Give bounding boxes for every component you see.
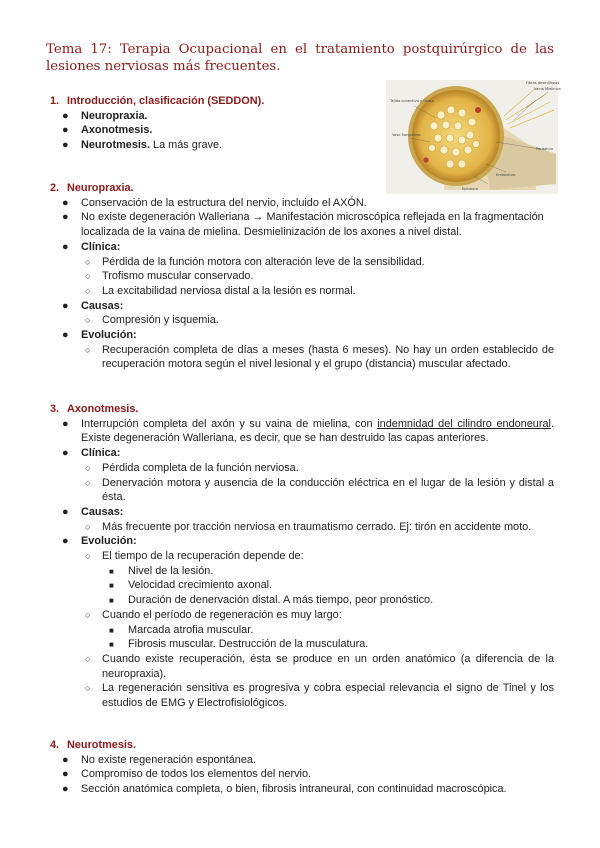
label-epineuro: Epineuro (462, 187, 478, 191)
page-title: Tema 17: Terapia Ocupacional en el tratamiento postquirúrgico de las lesiones nerviosas más frecuentes. (46, 42, 554, 74)
list-item: ○ Cuando existe recuperación, ésta se produce en un orden anatómico (a diferencia de la neuropraxia). (85, 652, 554, 680)
label-fibras: Fibras desmilíneas (526, 81, 560, 85)
list-item: ● Axonotmesis. (62, 124, 153, 137)
label-endoneuro: Endoneuro (496, 173, 516, 177)
list-item: ○ Trofismo muscular conservado. (85, 270, 254, 283)
section-neuropraxia (50, 181, 554, 372)
list-item: ○ Más frecuente por tracción nerviosa en traumatismo cerrado. Ej: tirón en accidente moto. (85, 520, 532, 533)
list-item: ● Conservación de la estructura del nervio, incluido el AXÓN. (62, 196, 367, 209)
list-item: ■ Marcada atrofia muscular. (109, 623, 254, 636)
section-axonotmesis (50, 402, 554, 711)
list-item: ● No existe degeneración Walleriana → Manifestación microscópica reflejada en la fragmentación localizada de la vaina de mielina. Desmielinización de los axones a nivel distal. (62, 211, 544, 239)
list-item: ● Neuropraxia. (62, 109, 148, 122)
list-item: ● Clínica: (62, 447, 121, 460)
list-item: ○ Compresión y isquemia. (85, 314, 219, 327)
list-item: ○ La excitabilidad nerviosa distal a la lesión es normal. (85, 284, 356, 297)
list-item: ○ Denervación motora y ausencia de la conducción eléctrica en el lugar de la lesión y distal a ésta. (85, 476, 554, 504)
list-item: ■ Duración de denervación distal. A más tiempo, peor pronóstico. (109, 594, 434, 607)
section-heading: 4. Neurotmesis. (50, 739, 136, 751)
list-item: ● Clínica: (62, 240, 121, 253)
list-item: ■ Nivel de la lesión. (109, 564, 214, 577)
list-item: ● Evolución: (62, 329, 137, 342)
list-item: ● Compromiso de todos los elementos del nervio. (62, 768, 312, 781)
list-item: ● Neurotmesis. La más grave. (62, 139, 223, 152)
list-item: ● Causas: (62, 299, 124, 312)
list-item: ○ Cuando el período de regeneración es muy largo: (85, 608, 342, 621)
label-vaina: Vaina Mielínica (534, 87, 561, 91)
list-item: ○ Pérdida completa de la función nerviosa. (85, 461, 299, 474)
section-heading: 1. Introducción, clasificación (SEDDON). (50, 95, 265, 107)
list-item: ● Interrupción completa del axón y su vaina de mielina, con indemnidad del cilindro endoneural. Existe degeneración Walleriana, es decir, que se han destruido las capas anteriores. (62, 417, 554, 445)
list-item: ○ Pérdida de la función motora con alteración leve de la sensibilidad. (85, 255, 425, 268)
list-item: ● No existe regeneración espontánea. (62, 753, 256, 766)
label-tejido-conectivo: Tejido conectivo y Grasa (390, 99, 434, 103)
section-heading: 3. Axonotmesis. (50, 403, 139, 415)
list-item: ○ Recuperación completa de días a meses (hasta 6 meses). No hay un orden establecido de recuperación motora según el nivel lesional y el grupo (distancia) muscular afectado. (85, 343, 554, 371)
label-perineuro: Perineuro (536, 147, 554, 151)
list-item: ■ Velocidad crecimiento axonal. (109, 579, 273, 592)
section-neurotmesis (50, 738, 554, 797)
list-item: ● Causas: (62, 505, 124, 518)
label-vaso-sanguineo: Vaso Sanguíneo (392, 133, 421, 137)
list-item: ● Evolución: (62, 535, 137, 548)
list-item: ○ La regeneración sensitiva es progresiva y cobra especial relevancia el signo de Tinel y los estudios de EMG y Electrofisiológicos. (85, 682, 554, 710)
list-item: ○ El tiempo de la recuperación depende de: (85, 550, 304, 563)
section-heading: 2. Neuropraxia. (50, 182, 134, 194)
list-item: ● Sección anatómica completa, o bien, fibrosis intraneural, con continuidad macroscópica. (62, 783, 507, 796)
list-item: ■ Fibrosis muscular. Destrucción de la musculatura. (109, 638, 369, 651)
section-introduccion (50, 94, 554, 153)
